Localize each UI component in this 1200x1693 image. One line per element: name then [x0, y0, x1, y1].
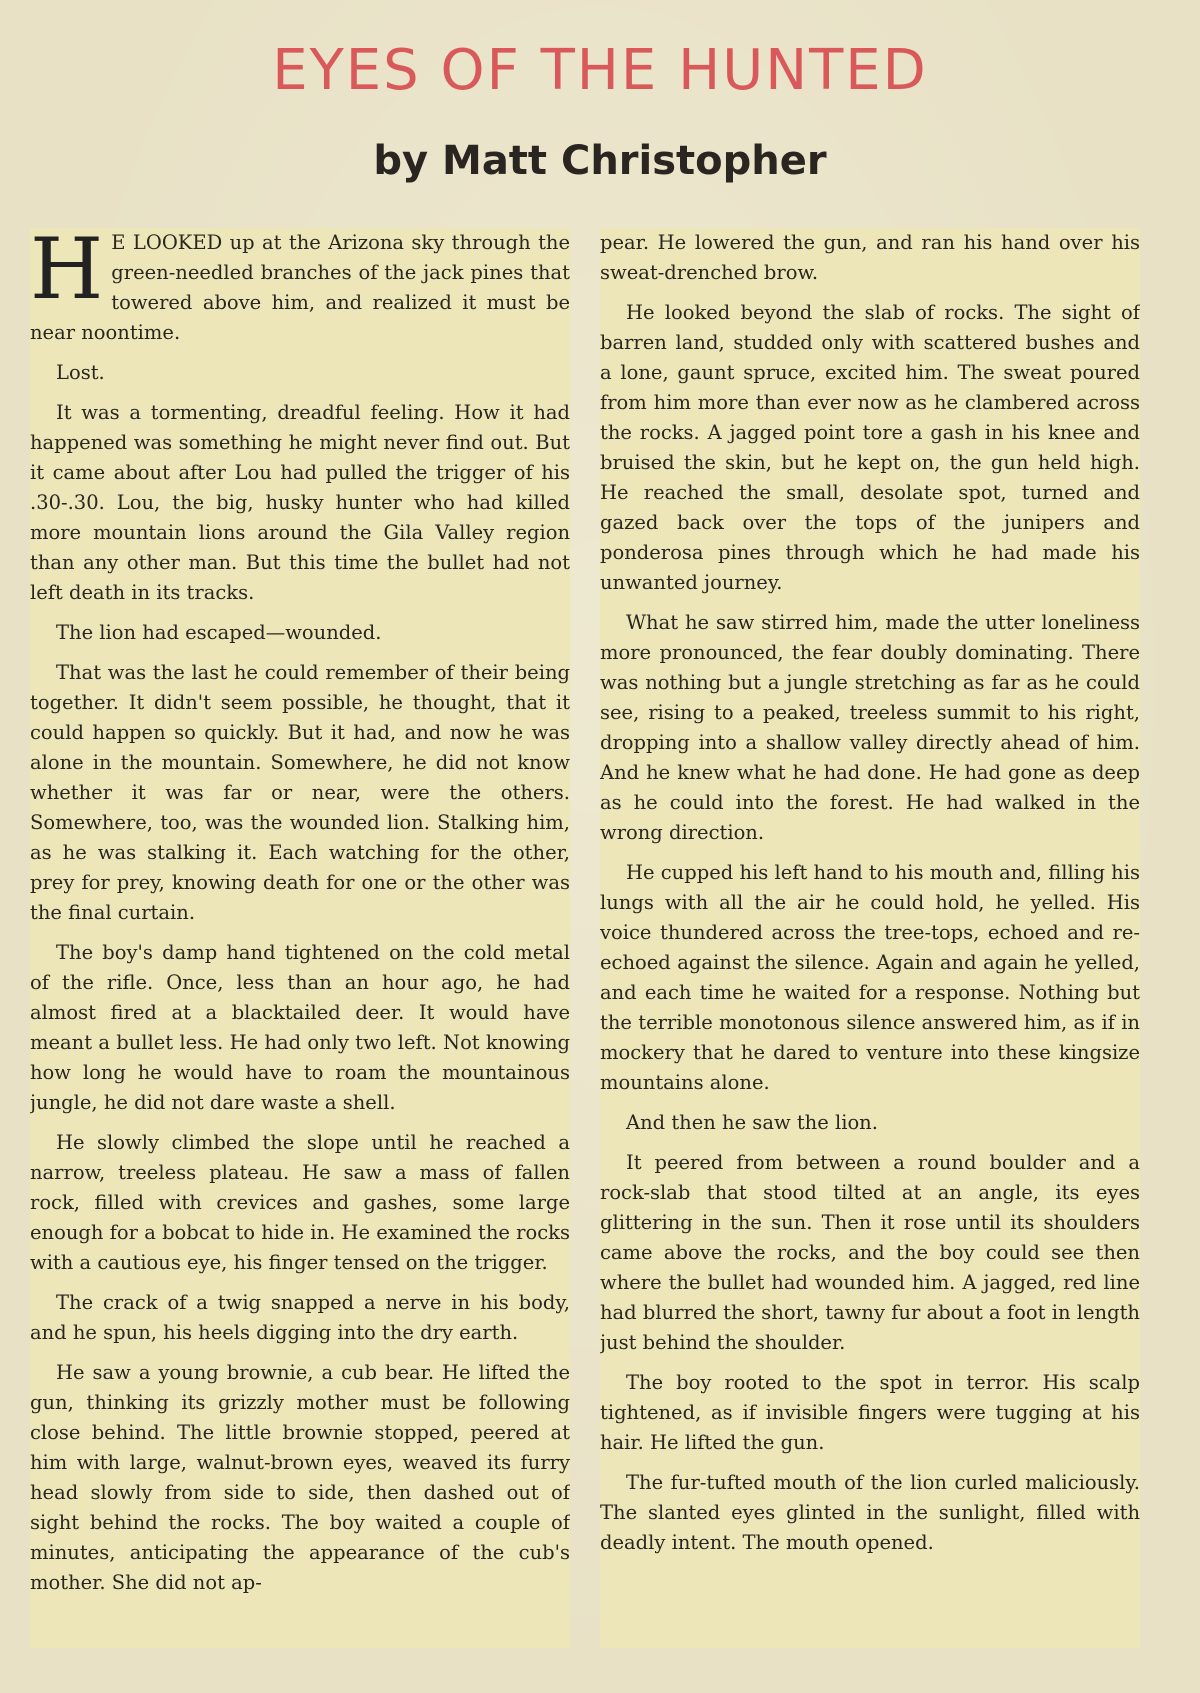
left-column [30, 228, 570, 1648]
paragraph: And then he saw the lion. [626, 1111, 878, 1134]
drop-cap: H [30, 228, 104, 318]
paragraph: That was the last he could remember of their being together. It didn't seem possible, he thought, that it could happen so quickly. But it had, and now he was alone in the mountain. Somewhere, he did not know whether it was far or near, were the others. Somewhere, too, was the wounded lion. Stalking him, as he was stalking it. Each watching for the other, prey for prey, knowing death for one or the other was the final curtain. [30, 661, 570, 924]
paragraph: He cupped his left hand to his mouth and, filling his lungs with all the air he could hold, he yelled. His voice thundered across the tree-tops, echoed and re-echoed against the silence. Again and again he yelled, and each time he waited for a response. Nothing but the terrible monotonous silence answered him, as if in mockery that he dared to venture into these kingsize mountains alone. [600, 861, 1140, 1094]
paragraph: It was a tormenting, dreadful feeling. How it had happened was something he might never find out. But it came about after Lou had pulled the trigger of his .30-.30. Lou, the big, husky hunter who had killed more mountain lions around the Gila Valley region than any other man. But this time the bullet had not left death in its tracks. [30, 401, 570, 604]
opening-paragraph-text: up at the Arizona sky through the green-needled branches of the jack pines that towered above him, and realized it must be near noontime. [30, 231, 570, 344]
paragraph: The boy rooted to the spot in terror. His scalp tightened, as if invisible fingers were tugging at his hair. He lifted the gun. [600, 1371, 1140, 1454]
paragraph: The crack of a twig snapped a nerve in his body, and he spun, his heels digging into the dry earth. [30, 1291, 570, 1344]
paragraph: He slowly climbed the slope until he reached a narrow, treeless plateau. He saw a mass of fallen rock, filled with crevices and gashes, some large enough for a bobcat to hide in. He examined the rocks with a cautious eye, his finger tensed on the trigger. [30, 1131, 570, 1274]
paragraph: He looked beyond the slab of rocks. The sight of barren land, studded only with scattered bushes and a lone, gaunt spruce, excited him. The sweat poured from him more than ever now as he clambered across the rocks. A jagged point tore a gash in his knee and bruised the skin, but he kept on, the gun held high. He reached the small, desolate spot, turned and gazed back over the tops of the junipers and ponderosa pines through which he had made his unwanted journey. [600, 301, 1140, 594]
story-title: EYES OF THE HUNTED [272, 38, 928, 103]
paragraph: pear. He lowered the gun, and ran his hand over his sweat-drenched brow. [600, 231, 1140, 284]
paragraph: What he saw stirred him, made the utter loneliness more pronounced, the fear doubly dominating. There was nothing but a jungle stretching as far as he could see, rising to a peaked, treeless summit to his right, dropping into a shallow valley directly ahead of him. And he knew what he had done. He had gone as deep as he could into the forest. He had walked in the wrong direction. [600, 611, 1140, 844]
lead-in: E LOOKED [111, 231, 223, 254]
author-byline: by Matt Christopher [373, 138, 827, 184]
paragraph: The lion had escaped—wounded. [56, 621, 382, 644]
paragraph: It peered from between a round boulder and a rock-slab that stood tilted at an angle, its eyes glittering in the sun. Then it rose until its shoulders came above the rocks, and the boy could see then where the bullet had wounded him. A jagged, red line had blurred the short, tawny fur about a foot in length just behind the shoulder. [600, 1151, 1140, 1354]
paragraph: The fur-tufted mouth of the lion curled maliciously. The slanted eyes glinted in the sunlight, filled with deadly intent. The mouth opened. [600, 1471, 1140, 1554]
right-column [600, 228, 1140, 1648]
paragraph: The boy's damp hand tightened on the cold metal of the rifle. Once, less than an hour ago, he had almost fired at a blacktailed deer. It would have meant a bullet less. He had only two left. Not knowing how long he would have to roam the mountainous jungle, he did not dare waste a shell. [30, 941, 570, 1114]
paragraph: He saw a young brownie, a cub bear. He lifted the gun, thinking its grizzly mother must be following close behind. The little brownie stopped, peered at him with large, walnut-brown eyes, weaved its furry head slowly from side to side, then dashed out of sight behind the rocks. The boy waited a couple of minutes, anticipating the appearance of the cub's mother. She did not ap- [30, 1361, 570, 1594]
paragraph: Lost. [56, 361, 105, 384]
opening-paragraph [30, 228, 570, 348]
